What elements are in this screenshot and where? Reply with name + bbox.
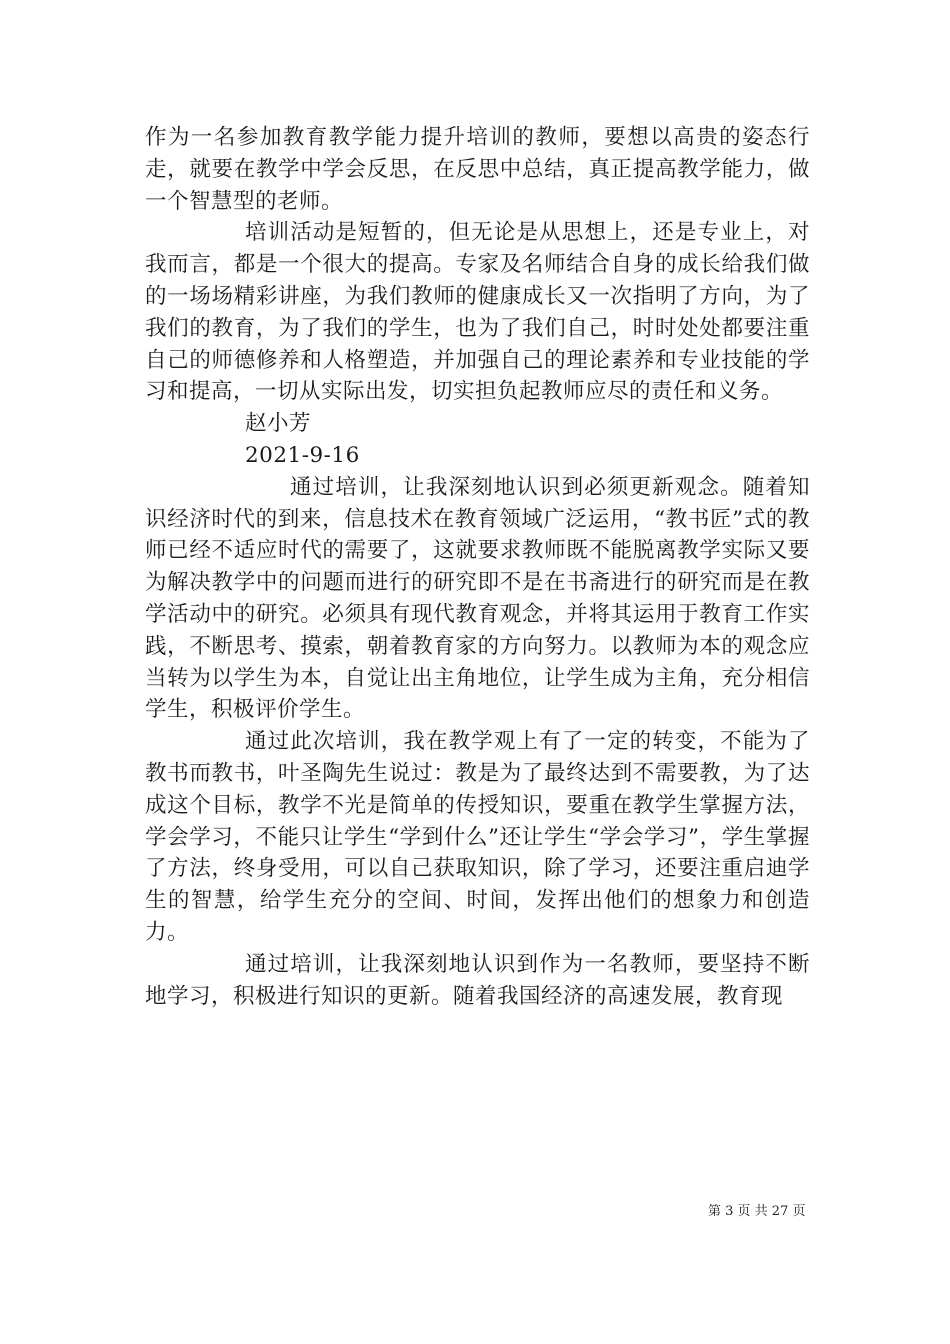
paragraph-teaching-view: 通过此次培训，我在教学观上有了一定的转变，不能为了教书而教书，叶圣陶先生说过：教是为了最终达到不需要教，为了达成这个目标，教学不光是简单的传授知识，要重在教学生掌握方法，学会学习，不能只让学生“学到什么”还让学生“学会学习”，学生掌握了方法，终身受用，可以自己获取知识，除了学习，还要注重启迪学生的智慧，给学生充分的空间、时间，发挥出他们的想象力和创造力。: [145, 729, 810, 945]
signature-name: 赵小芳: [245, 411, 312, 437]
page-number-footer: 第 3 页 共 27 页: [708, 1204, 806, 1219]
document-body: [145, 122, 810, 1012]
signature-date: 2021-9-16: [245, 442, 360, 468]
paragraph-training-summary: 培训活动是短暂的，但无论是从思想上，还是专业上，对我而言，都是一个很大的提高。专家及名师结合自身的成长给我们做的一场场精彩讲座，为我们教师的健康成长又一次指明了方向，为了我们的教育，为了我们的学生，也为了我们自己，时时处处都要注重自己的师德修养和人格塑造，并加强自己的理论素养和专业技能的学习和提高，一切从实际出发，切实担负起教师应尽的责任和义务。: [145, 220, 810, 405]
paragraph-continuation: 作为一名参加教育教学能力提升培训的教师，要想以高贵的姿态行走，就要在教学中学会反思，在反思中总结，真正提高教学能力，做一个智慧型的老师。: [145, 125, 810, 214]
paragraph-continuous-learning: 通过培训，让我深刻地认识到作为一名教师，要坚持不断地学习，积极进行知识的更新。随着我国经济的高速发展，教育现: [145, 951, 810, 1009]
paragraph-update-concepts: 通过培训，让我深刻地认识到必须更新观念。随着知识经济时代的到来，信息技术在教育领域广泛运用，“教书匠”式的教师已经不适应时代的需要了，这就要求教师既不能脱离教学实际又要为解决教学中的问题而进行的研究即不是在书斋进行的研究而是在教学活动中的研究。必须具有现代教育观念，并将其运用于教育工作实践，不断思考、摸索，朝着教育家的方向努力。以教师为本的观念应当转为以学生为本，自觉让出主角地位，让学生成为主角，充分相信学生，积极评价学生。: [145, 474, 810, 723]
